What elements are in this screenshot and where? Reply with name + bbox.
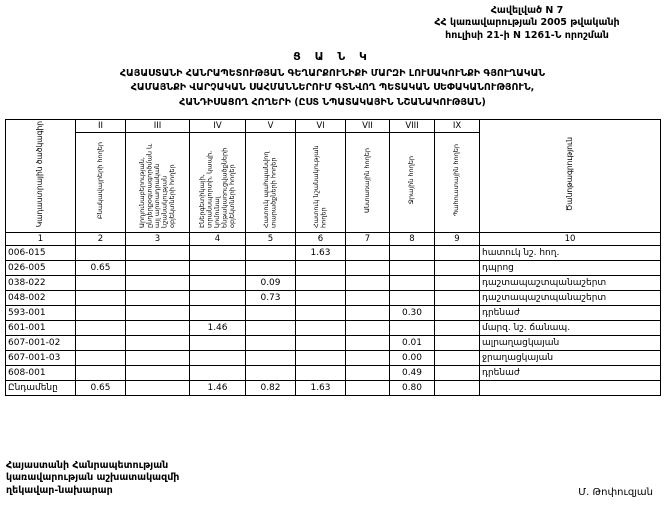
column-header-land-category <box>390 132 435 232</box>
cell-area-value <box>126 260 190 275</box>
column-header-label: Հատուկ պահպանվող տարածքների հողեր <box>262 151 278 228</box>
cell-area-value <box>246 305 296 320</box>
cell-cadastral-code: Ընդամենը <box>6 380 76 395</box>
column-number: 4 <box>190 232 246 245</box>
column-header-roman: V <box>246 119 296 132</box>
cell-area-value: 0.73 <box>246 290 296 305</box>
cell-area-value <box>346 320 390 335</box>
org-line: կառավարության աշխատակազմի <box>6 472 180 484</box>
table-row <box>6 260 661 275</box>
cell-area-value: 1.63 <box>296 245 346 260</box>
cell-cadastral-code: 048-002 <box>6 290 76 305</box>
column-header-land-category <box>435 132 480 232</box>
column-header-label: Կադաստրային ծածկագիր <box>35 121 45 228</box>
column-number: 7 <box>346 232 390 245</box>
cell-area-value <box>76 320 126 335</box>
cell-area-value <box>390 290 435 305</box>
cell-area-value <box>435 275 480 290</box>
column-header-cadastral-code <box>6 119 76 232</box>
title-line: ՀԱՄԱՅՆՔԻ ՎԱՐՉԱԿԱՆ ՍԱՀՄԱՆՆԵՐՈՒՄ ԳՏՆՎՈՂ ՊԵՏԱԿԱՆ ՍԵՓԱԿԱՆՈՒԹՅՈՒՆ, <box>130 82 535 94</box>
appendix-line: Հավելված N 7 <box>490 5 564 16</box>
cell-area-value <box>76 305 126 320</box>
column-header-notes <box>480 119 661 232</box>
appendix-line: ՀՀ կառավարության 2005 թվականի <box>434 17 620 29</box>
cell-note: դրենաժ <box>480 305 661 320</box>
cell-area-value <box>76 350 126 365</box>
cell-cadastral-code: 601-001 <box>6 320 76 335</box>
column-header-roman: II <box>76 119 126 132</box>
land-table <box>5 119 661 396</box>
column-header-roman: IX <box>435 119 480 132</box>
column-header-roman: VII <box>346 119 390 132</box>
cell-cadastral-code: 608-001 <box>6 365 76 380</box>
cell-area-value: 0.09 <box>246 275 296 290</box>
cell-area-value <box>296 320 346 335</box>
appendix-block <box>402 5 652 42</box>
cell-cadastral-code: 607-001-03 <box>6 350 76 365</box>
cell-area-value <box>190 305 246 320</box>
cell-area-value <box>296 290 346 305</box>
cell-note: դրենաժ <box>480 365 661 380</box>
cell-area-value <box>346 335 390 350</box>
column-header-roman: III <box>126 119 190 132</box>
table-row <box>6 290 661 305</box>
cell-area-value <box>126 350 190 365</box>
table-row <box>6 335 661 350</box>
cell-note: մարզ. նշ. ճանապ. <box>480 320 661 335</box>
cell-area-value: 1.63 <box>296 380 346 395</box>
cell-cadastral-code: 006-015 <box>6 245 76 260</box>
cell-area-value <box>296 350 346 365</box>
cell-area-value <box>390 260 435 275</box>
cell-area-value <box>435 380 480 395</box>
cell-cadastral-code: 026-005 <box>6 260 76 275</box>
cell-area-value <box>296 335 346 350</box>
signature-footer <box>6 460 653 498</box>
cell-area-value <box>435 260 480 275</box>
column-header-label: Էներգետիկայի, տրանսպորտի, կապի, կոմունալ ենթակառուցվածքների օբյեկտների հողեր <box>197 147 236 228</box>
column-header-land-category <box>190 132 246 232</box>
cell-area-value <box>435 245 480 260</box>
cell-area-value <box>76 245 126 260</box>
cell-note: ջրաղացկայան <box>480 350 661 365</box>
cell-cadastral-code: 038-022 <box>6 275 76 290</box>
cell-note: ալրաղացկայան <box>480 335 661 350</box>
column-header-roman: IV <box>190 119 246 132</box>
column-header-land-category <box>246 132 296 232</box>
cell-area-value <box>190 365 246 380</box>
cell-area-value <box>126 380 190 395</box>
cell-area-value <box>76 290 126 305</box>
column-number: 3 <box>126 232 190 245</box>
cell-area-value: 0.00 <box>390 350 435 365</box>
org-line: ղեկավար-նախարար <box>6 485 113 497</box>
cell-area-value <box>435 350 480 365</box>
title-line: ՀԱՆԴԻՍԱՑՈՂ ՀՈՂԵՐԻ (ԸՍՏ ՆՊԱՏԱԿԱՅԻՆ ՆՇԱՆԱԿՈՒԹՅԱՆ) <box>179 96 486 108</box>
column-header-roman: VIII <box>390 119 435 132</box>
cell-cadastral-code: 593-001 <box>6 305 76 320</box>
column-header-label: Պահուստային հողեր <box>452 144 461 217</box>
roman-numeral-row <box>6 119 661 132</box>
cell-area-value <box>190 245 246 260</box>
appendix-line: հուլիսի 21-ի N 1261-Ն որոշման <box>445 29 609 41</box>
column-header-land-category <box>76 132 126 232</box>
cell-area-value <box>435 290 480 305</box>
cell-area-value <box>346 305 390 320</box>
cell-area-value <box>296 260 346 275</box>
cell-area-value: 1.46 <box>190 380 246 395</box>
column-number-row <box>6 232 661 245</box>
cell-area-value <box>296 275 346 290</box>
cell-area-value <box>190 275 246 290</box>
cell-area-value <box>346 365 390 380</box>
cell-area-value: 0.30 <box>390 305 435 320</box>
cell-area-value <box>190 290 246 305</box>
table-row <box>6 350 661 365</box>
signatory-org <box>6 460 179 498</box>
cell-note: դաշտապաշտպանաշերտ <box>480 290 661 305</box>
cell-area-value <box>190 260 246 275</box>
cell-area-value <box>435 320 480 335</box>
cell-area-value <box>296 305 346 320</box>
cell-area-value <box>435 305 480 320</box>
cell-area-value <box>246 335 296 350</box>
column-header-label: Ծանոթագրություն <box>564 137 574 212</box>
column-number: 1 <box>6 232 76 245</box>
cell-area-value <box>246 245 296 260</box>
cell-area-value <box>246 260 296 275</box>
column-number: 2 <box>76 232 126 245</box>
cell-area-value <box>346 290 390 305</box>
cell-note: դպրոց <box>480 260 661 275</box>
column-number: 9 <box>435 232 480 245</box>
cell-area-value <box>390 245 435 260</box>
cell-area-value <box>76 365 126 380</box>
cell-area-value <box>346 260 390 275</box>
cell-area-value <box>126 290 190 305</box>
cell-area-value <box>126 245 190 260</box>
table-row <box>6 305 661 320</box>
cell-area-value <box>246 350 296 365</box>
cell-area-value <box>190 335 246 350</box>
column-header-land-category <box>296 132 346 232</box>
cell-area-value <box>190 350 246 365</box>
cell-area-value: 1.46 <box>190 320 246 335</box>
column-number: 6 <box>296 232 346 245</box>
cell-area-value: 0.49 <box>390 365 435 380</box>
column-header-roman: VI <box>296 119 346 132</box>
column-header-label: Արդյունաբերության, ընդերքօգտագործման և այլ արտադրական նշանակության օբյեկտների հողեր <box>137 143 176 228</box>
cell-area-value <box>346 380 390 395</box>
cell-area-value: 0.65 <box>76 380 126 395</box>
cell-area-value: 0.80 <box>390 380 435 395</box>
cell-area-value <box>296 365 346 380</box>
title-line: ՀԱՅԱՍՏԱՆԻ ՀԱՆՐԱՊԵՏՈՒԹՅԱՆ ԳԵՂԱՐՔՈՒՆԻՔԻ ՄԱՐԶԻ ԼՈՒՍԱԿՈՒՆՔԻ ԳՅՈՒՂԱԿԱՆ <box>119 68 546 80</box>
column-header-label: Անտառային հողեր <box>362 147 371 213</box>
cell-area-value <box>126 365 190 380</box>
cell-area-value <box>76 275 126 290</box>
table-row <box>6 320 661 335</box>
cell-area-value <box>346 245 390 260</box>
column-header-land-category <box>346 132 390 232</box>
cell-area-value: 0.65 <box>76 260 126 275</box>
cell-area-value: 0.01 <box>390 335 435 350</box>
cell-area-value <box>126 305 190 320</box>
cell-cadastral-code: 607-001-02 <box>6 335 76 350</box>
cell-area-value <box>435 335 480 350</box>
cell-note: դաշտապաշտպանաշերտ <box>480 275 661 290</box>
cell-area-value <box>390 320 435 335</box>
column-header-label: Բնակավայրերի հողեր <box>95 141 104 219</box>
column-number: 10 <box>480 232 661 245</box>
table-row <box>6 380 661 395</box>
column-header-label: Հատուկ նշանակության հողեր <box>312 145 328 228</box>
cell-area-value <box>126 335 190 350</box>
org-line: Հայաստանի Հանրապետության <box>6 459 169 471</box>
cell-area-value <box>390 275 435 290</box>
table-row <box>6 245 661 260</box>
signatory-name: Մ. Թոփուզյան <box>578 487 653 498</box>
cell-area-value <box>246 320 296 335</box>
table-body <box>6 245 661 395</box>
cell-area-value <box>246 365 296 380</box>
cell-note: հատուկ նշ. հող. <box>480 245 661 260</box>
column-header-label: Ջրային հողեր <box>407 156 416 205</box>
cell-area-value: 0.82 <box>246 380 296 395</box>
cell-note <box>480 380 661 395</box>
table-row <box>6 365 661 380</box>
cell-area-value <box>126 320 190 335</box>
cell-area-value <box>346 350 390 365</box>
doc-type-title: Ց Ա Ն Կ <box>293 50 372 64</box>
column-header-land-category <box>126 132 190 232</box>
main-title <box>5 67 660 110</box>
column-number: 8 <box>390 232 435 245</box>
column-number: 5 <box>246 232 296 245</box>
cell-area-value <box>76 335 126 350</box>
table-row <box>6 275 661 290</box>
cell-area-value <box>126 275 190 290</box>
cell-area-value <box>346 275 390 290</box>
cell-area-value <box>435 365 480 380</box>
